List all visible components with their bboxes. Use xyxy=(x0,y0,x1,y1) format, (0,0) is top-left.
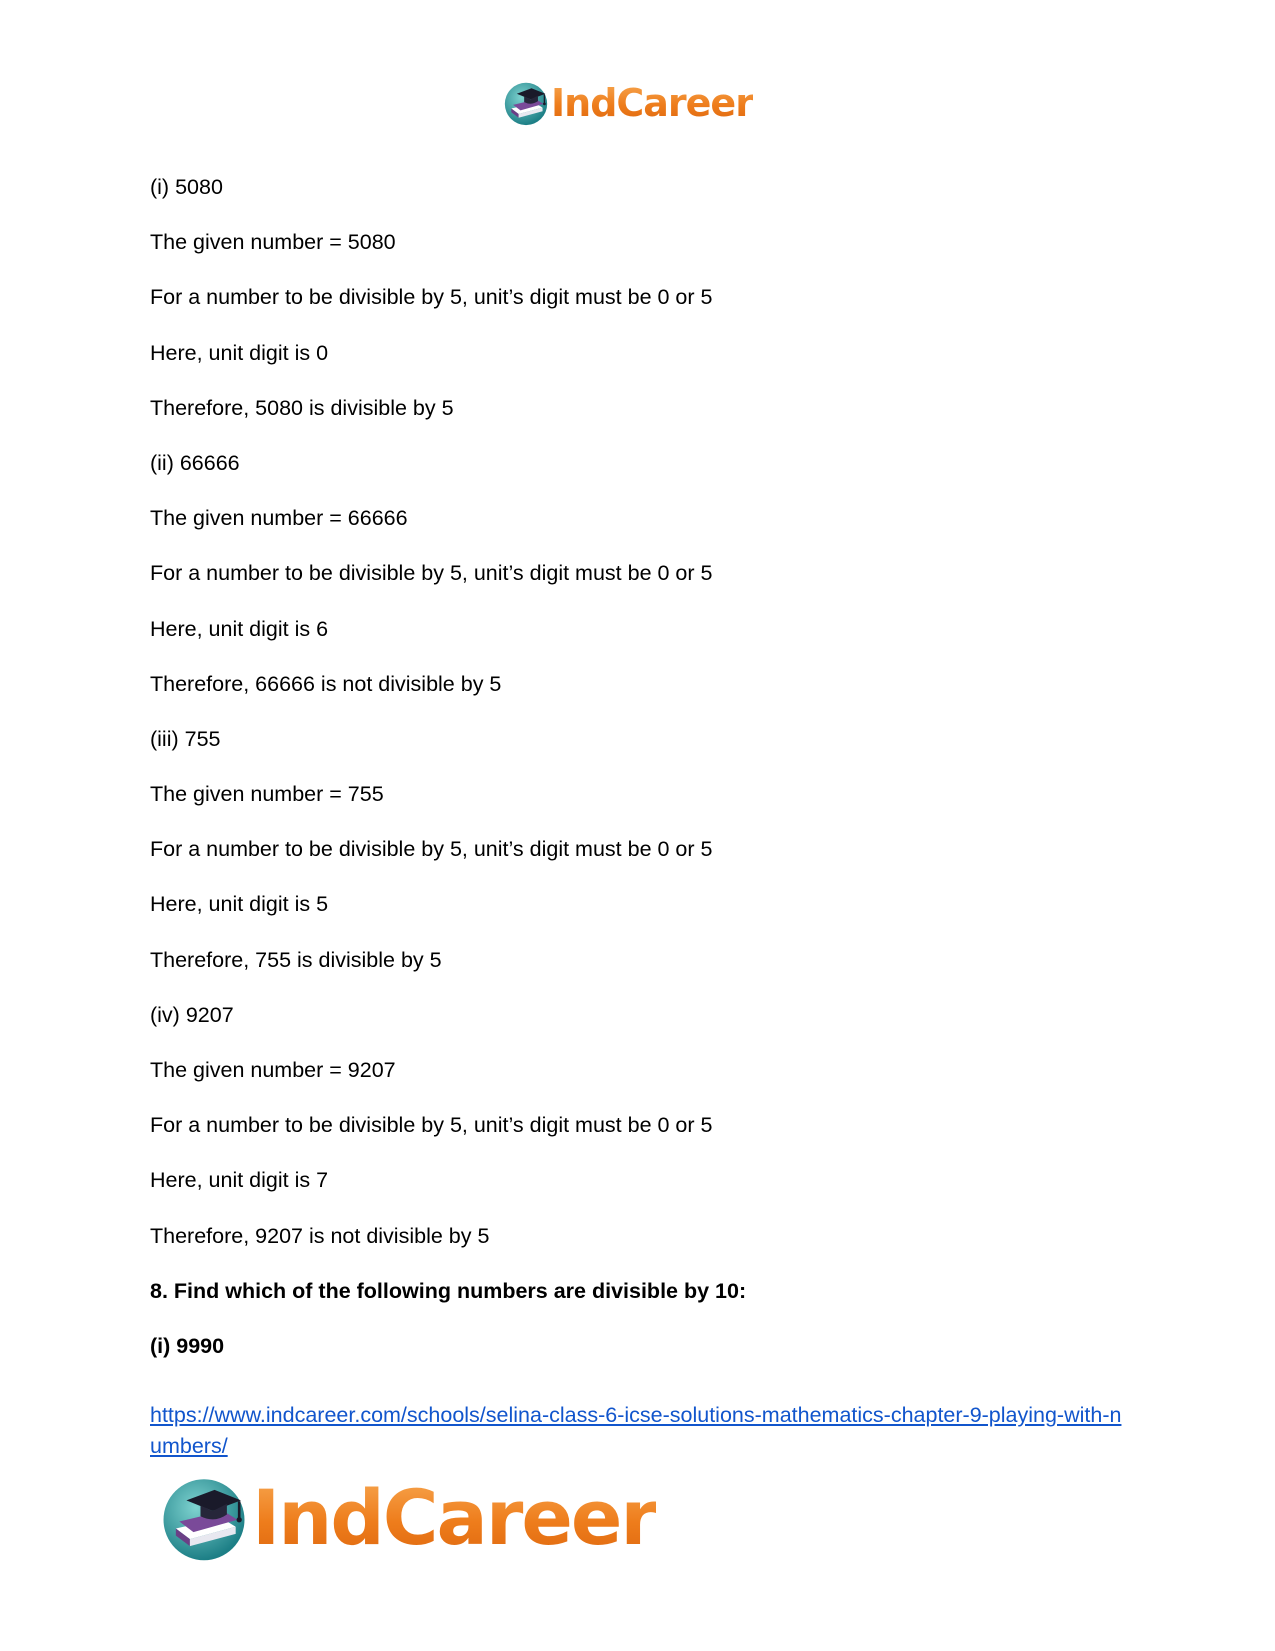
graduation-book-icon xyxy=(160,1474,248,1562)
text-line: Here, unit digit is 0 xyxy=(150,340,329,365)
question-heading: 8. Find which of the following numbers are divisible by 10: xyxy=(150,1278,747,1303)
footer-logo xyxy=(160,1473,656,1563)
text-line: The given number = 66666 xyxy=(150,506,408,531)
text-line: Here, unit digit is 7 xyxy=(150,1168,329,1193)
text-line: (iii) 755 xyxy=(150,726,221,751)
text-line: Therefore, 66666 is not divisible by 5 xyxy=(150,671,502,696)
text-line: Here, unit digit is 5 xyxy=(150,892,329,917)
text-line: For a number to be divisible by 5, unit’s digit must be 0 or 5 xyxy=(150,1113,713,1138)
document-body xyxy=(150,175,1150,1389)
text-line: For a number to be divisible by 5, unit’s digit must be 0 or 5 xyxy=(150,285,713,310)
text-line: (ii) 66666 xyxy=(150,450,240,475)
question-heading: (i) 9990 xyxy=(150,1333,225,1358)
text-line: (iv) 9207 xyxy=(150,1002,234,1027)
text-line: Therefore, 9207 is not divisible by 5 xyxy=(150,1223,490,1248)
text-line: For a number to be divisible by 5, unit’s digit must be 0 or 5 xyxy=(150,561,713,586)
source-link[interactable]: https://www.indcareer.com/schools/selina-class-6-icse-solutions-mathematics-chapter-9-playing-with-numbers/ xyxy=(150,1403,1122,1458)
text-line: The given number = 9207 xyxy=(150,1058,396,1082)
text-line: The given number = 755 xyxy=(150,782,384,807)
logo-wordmark: IndCareer xyxy=(252,1473,656,1562)
header-logo xyxy=(503,80,753,126)
graduation-book-icon xyxy=(503,80,549,126)
logo-wordmark: IndCareer xyxy=(551,81,753,125)
text-line: (i) 5080 xyxy=(150,175,223,199)
text-line: Therefore, 5080 is divisible by 5 xyxy=(150,395,454,420)
text-line: Here, unit digit is 6 xyxy=(150,616,329,641)
text-line: Therefore, 755 is divisible by 5 xyxy=(150,947,442,972)
text-line: The given number = 5080 xyxy=(150,230,396,255)
text-line: For a number to be divisible by 5, unit’s digit must be 0 or 5 xyxy=(150,837,713,862)
